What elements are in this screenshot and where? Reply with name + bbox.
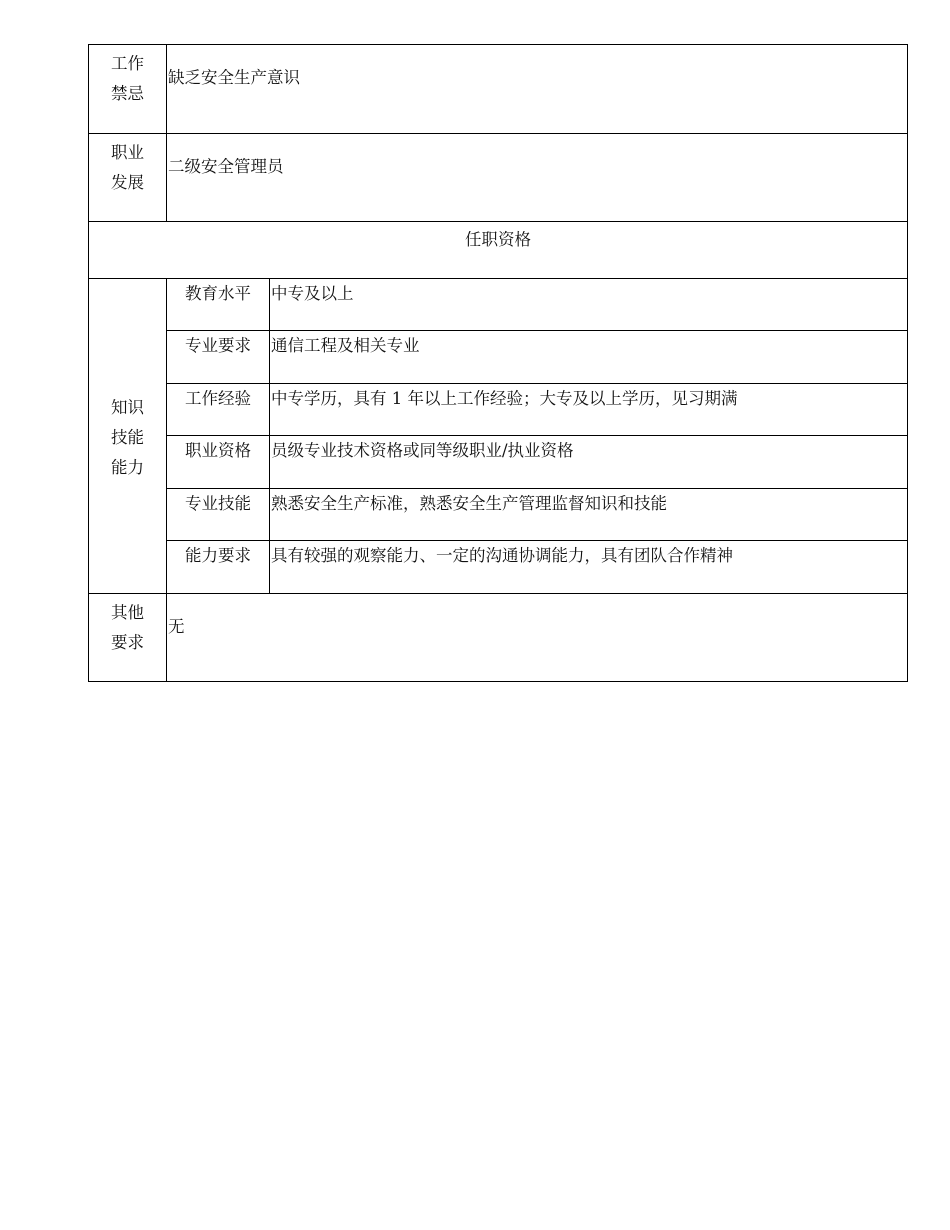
knowledge-label: 知识 技能 能力	[89, 279, 167, 594]
ability-label: 能力要求	[167, 541, 270, 594]
knowledge-row	[89, 541, 908, 594]
skills-value: 熟悉安全生产标准，熟悉安全生产管理监督知识和技能	[270, 489, 908, 541]
knowledge-row	[89, 436, 908, 489]
job-requirements-table	[88, 44, 908, 682]
knowledge-row	[89, 331, 908, 384]
certification-label: 职业资格	[167, 436, 270, 489]
knowledge-row	[89, 489, 908, 541]
knowledge-row	[89, 384, 908, 436]
taboos-label: 工作 禁忌	[89, 45, 167, 134]
experience-value: 中专学历，具有 1 年以上工作经验；大专及以上学历，见习期满	[270, 384, 908, 436]
knowledge-row	[89, 279, 908, 331]
education-value: 中专及以上	[270, 279, 908, 331]
other-value: 无	[167, 594, 908, 682]
major-value: 通信工程及相关专业	[270, 331, 908, 384]
major-label: 专业要求	[167, 331, 270, 384]
other-label: 其他 要求	[89, 594, 167, 682]
career-row	[89, 134, 908, 222]
taboos-value: 缺乏安全生产意识	[167, 45, 908, 134]
career-value: 二级安全管理员	[167, 134, 908, 222]
taboos-row	[89, 45, 908, 134]
education-label: 教育水平	[167, 279, 270, 331]
ability-value: 具有较强的观察能力、一定的沟通协调能力，具有团队合作精神	[270, 541, 908, 594]
qualifications-header-row	[89, 222, 908, 279]
other-row	[89, 594, 908, 682]
experience-label: 工作经验	[167, 384, 270, 436]
qualifications-header: 任职资格	[89, 222, 908, 279]
skills-label: 专业技能	[167, 489, 270, 541]
certification-value: 员级专业技术资格或同等级职业/执业资格	[270, 436, 908, 489]
career-label: 职业 发展	[89, 134, 167, 222]
